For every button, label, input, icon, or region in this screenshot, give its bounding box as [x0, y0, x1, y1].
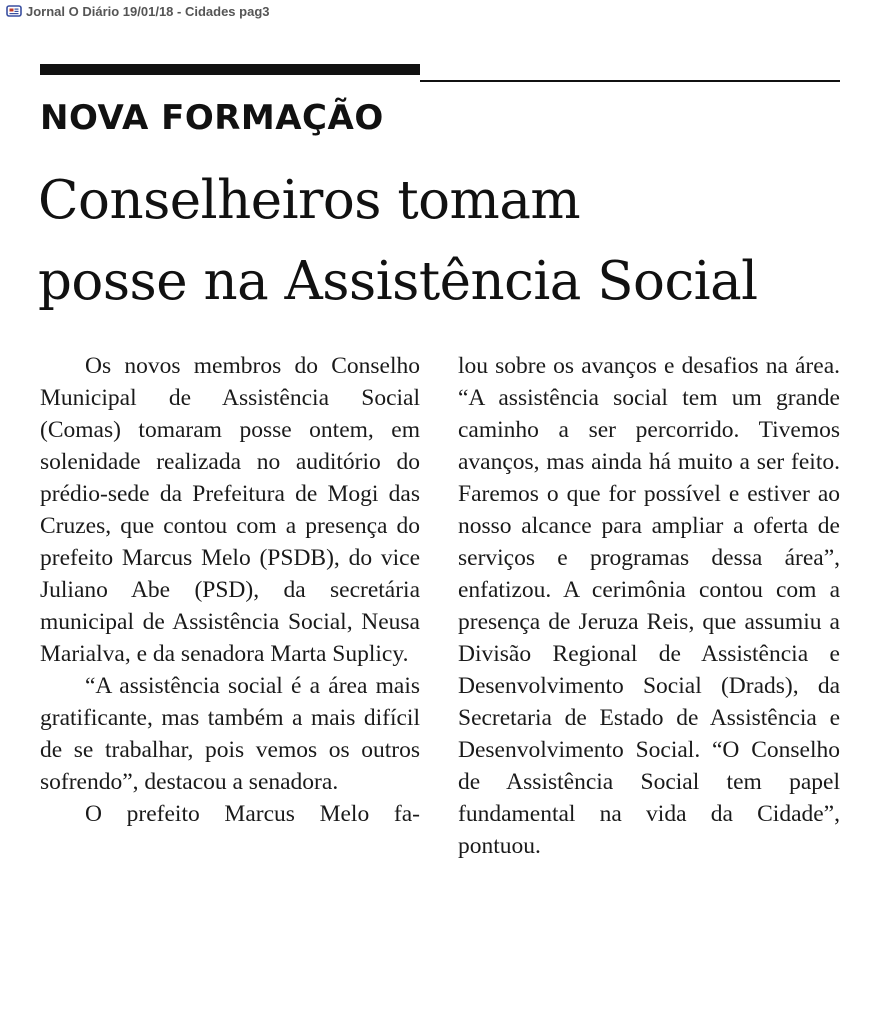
source-caption — [6, 2, 269, 20]
header-rule-thick — [40, 64, 420, 75]
newspaper-icon — [6, 4, 22, 18]
article-column-left — [40, 350, 420, 830]
paragraph-1: Os novos membros do Conselho Municipal de Assistência Social (Comas) tomaram posse ontem, em solenidade realizada no auditório do prédio-sede da Prefeitura de Mogi das Cruzes, que contou com a presença do prefeito Marcus Melo (PSDB), do vice Juliano Abe (PSD), da secretária municipal de Assistência Social, Neusa Marialva, e da senadora Marta Suplicy. — [40, 353, 420, 667]
headline — [38, 160, 858, 322]
headline-line-2: posse na Assistência Social — [38, 251, 758, 312]
paragraph-3: O prefeito Marcus Melo fa- — [85, 801, 420, 827]
source-label: Jornal O Diário 19/01/18 - Cidades pag3 — [26, 3, 270, 19]
article-column-right — [458, 350, 840, 862]
kicker: NOVA FORMAÇÃO — [40, 98, 384, 138]
paragraph-2: “A assistência social é a área mais gratificante, mas também a mais difícil de se trabalhar, pois vemos os outros sofrendo”, destacou a senadora. — [40, 673, 420, 795]
paragraph-3-continued: lou sobre os avanços e desafios na área. “A assistência social tem um grande caminho a ser percorrido. Tivemos avanços, mas ainda há muito a ser feito. Faremos o que for possível e estiver ao nosso alcance para ampliar a oferta de serviços e programas dessa área”, enfatizou. A cerimônia contou com a presença de Jeruza Reis, que assumiu a Divisão Regional de Assistência e Desenvolvimento Social (Drads), da Secretaria de Estado de Assistência e Desenvolvimento Social. “O Conselho de Assistência Social tem papel fundamental na vida da Cidade”, pontuou. — [458, 353, 840, 859]
header-rule-thin — [420, 80, 840, 82]
headline-line-1: Conselheiros tomam — [38, 170, 581, 231]
